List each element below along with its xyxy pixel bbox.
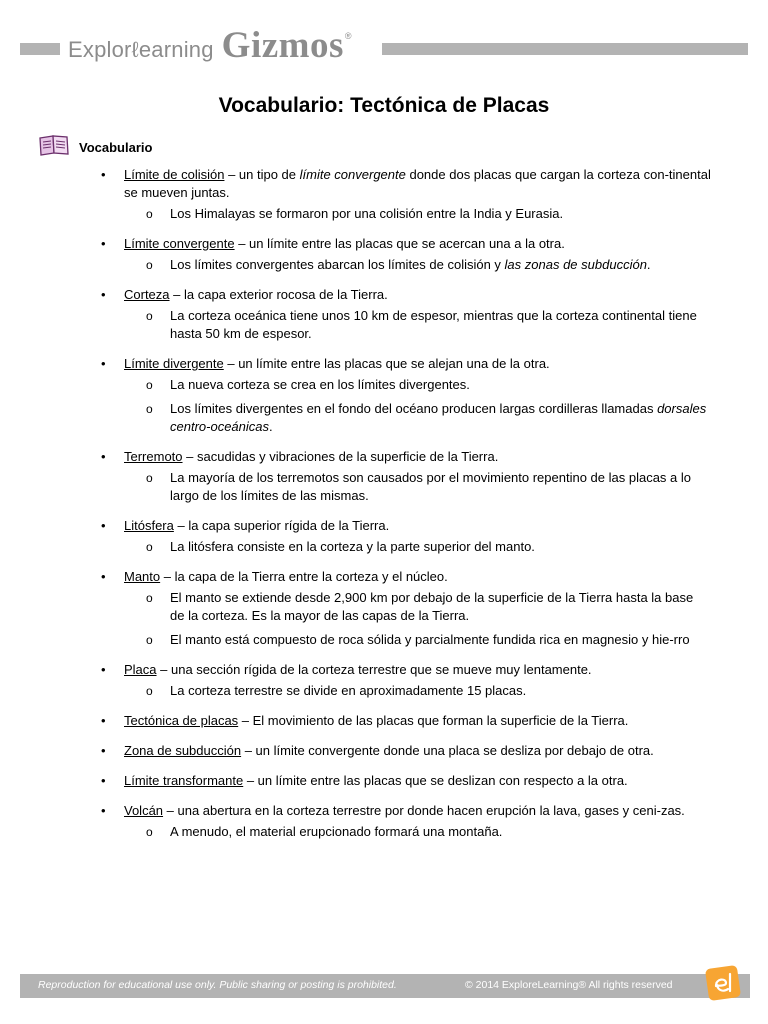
example-text: Los Himalayas se formaron por una colisión entre la India y Eurasia. bbox=[170, 206, 564, 221]
example-text: La litósfera consiste en la corteza y la parte superior del manto. bbox=[170, 539, 535, 554]
example-sentence bbox=[170, 256, 710, 274]
sub-bullet-marker: o bbox=[146, 258, 153, 272]
term-definition bbox=[124, 712, 712, 730]
example-sentence bbox=[170, 205, 710, 223]
sub-bullet-marker: o bbox=[146, 684, 153, 698]
example-list bbox=[0, 589, 768, 649]
example-text: La nueva corteza se crea en los límites divergentes. bbox=[170, 377, 470, 392]
example-text: A menudo, el material erupcionado formará una montaña. bbox=[170, 824, 503, 839]
section-header bbox=[38, 134, 152, 161]
example-sentence bbox=[170, 538, 710, 556]
example-sentence bbox=[170, 631, 710, 649]
sub-bullet-marker: o bbox=[146, 471, 153, 485]
example-item bbox=[0, 469, 768, 505]
term-definition bbox=[124, 235, 712, 253]
term-name: Límite convergente bbox=[124, 236, 235, 251]
sub-bullet-marker: o bbox=[146, 591, 153, 605]
term-definition bbox=[124, 568, 712, 586]
example-text: . bbox=[646, 257, 651, 272]
term-definition bbox=[124, 517, 712, 535]
example-list bbox=[0, 823, 768, 841]
vocab-term bbox=[0, 448, 768, 505]
example-item bbox=[0, 307, 768, 343]
example-list bbox=[0, 538, 768, 556]
bullet-marker: • bbox=[101, 662, 106, 677]
bullet-marker: • bbox=[101, 773, 106, 788]
term-name: Zona de subducción bbox=[124, 743, 242, 758]
example-item bbox=[0, 256, 768, 274]
example-sentence bbox=[170, 823, 710, 841]
bullet-marker: • bbox=[101, 449, 106, 464]
example-sentence bbox=[170, 469, 710, 505]
definition-emphasis: límite convergente bbox=[299, 167, 406, 182]
example-item bbox=[0, 682, 768, 700]
example-emphasis: las zonas de subducción bbox=[504, 257, 647, 272]
term-name: Manto bbox=[124, 569, 161, 584]
example-text: . bbox=[269, 419, 273, 434]
example-text: La corteza oceánica tiene unos 10 km de espesor, mientras que la corteza continental tiene hasta 50 km de espesor. bbox=[170, 308, 697, 341]
term-definition bbox=[124, 286, 712, 304]
sub-bullet-marker: o bbox=[146, 402, 153, 416]
definition-text: – un tipo de bbox=[224, 167, 300, 182]
example-item bbox=[0, 376, 768, 394]
explorelearning-logo-icon bbox=[704, 964, 742, 1002]
term-definition bbox=[124, 355, 712, 373]
example-list bbox=[0, 469, 768, 505]
bullet-marker: • bbox=[101, 713, 106, 728]
vocab-term bbox=[0, 355, 768, 436]
example-list bbox=[0, 682, 768, 700]
book-icon bbox=[38, 134, 70, 161]
term-definition bbox=[124, 742, 712, 760]
definition-text: – la capa exterior rocosa de la Tierra. bbox=[169, 287, 388, 302]
example-sentence bbox=[170, 376, 710, 394]
example-sentence bbox=[170, 400, 710, 436]
bullet-marker: • bbox=[101, 569, 106, 584]
example-sentence bbox=[170, 682, 710, 700]
footer-notice: Reproduction for educational use only. Public sharing or posting is prohibited. bbox=[38, 979, 397, 991]
term-definition bbox=[124, 661, 712, 679]
bullet-marker: • bbox=[101, 287, 106, 302]
sub-bullet-marker: o bbox=[146, 378, 153, 392]
vocab-term bbox=[0, 235, 768, 274]
vocab-term bbox=[0, 517, 768, 556]
example-list bbox=[0, 376, 768, 436]
vocab-term bbox=[0, 802, 768, 841]
example-list bbox=[0, 205, 768, 223]
bullet-marker: • bbox=[101, 743, 106, 758]
brand-logo bbox=[68, 24, 352, 68]
example-list bbox=[0, 256, 768, 274]
term-definition bbox=[124, 166, 712, 202]
vocab-term bbox=[0, 166, 768, 223]
definition-text: – la capa superior rígida de la Tierra. bbox=[173, 518, 390, 533]
bullet-marker: • bbox=[101, 518, 106, 533]
definition-text: – sacudidas y vibraciones de la superficie de la Tierra. bbox=[182, 449, 499, 464]
definition-text: – una sección rígida de la corteza terrestre que se mueve muy lentamente. bbox=[156, 662, 592, 677]
brand-gizmos: Gizmos bbox=[221, 25, 344, 66]
term-name: Límite de colisión bbox=[124, 167, 225, 182]
term-definition bbox=[124, 772, 712, 790]
example-text: Los límites divergentes en el fondo del océano producen largas cordilleras llamadas bbox=[170, 401, 658, 416]
vocab-term bbox=[0, 712, 768, 730]
example-emphasis: dorsales centro-oceánicas bbox=[170, 401, 707, 434]
footer-copyright: © 2014 ExploreLearning® All rights reserved bbox=[465, 979, 673, 991]
example-text: La corteza terrestre se divide en aproximadamente 15 placas. bbox=[170, 683, 527, 698]
definition-text: donde dos placas que cargan la corteza con-tinental se mueven juntas. bbox=[124, 167, 711, 200]
example-item bbox=[0, 205, 768, 223]
term-definition bbox=[124, 802, 712, 820]
example-text: Los límites convergentes abarcan los límites de colisión y bbox=[170, 257, 505, 272]
example-text: El manto se extiende desde 2,900 km por debajo de la superficie de la Tierra hasta la base de la corteza. Es la mayor de las capas de la Tierra. bbox=[170, 590, 694, 623]
page-title: Vocabulario: Tectónica de Placas bbox=[218, 94, 550, 117]
example-sentence bbox=[170, 589, 710, 625]
example-text: El manto está compuesto de roca sólida y parcialmente fundida rica en magnesio y hie-rro bbox=[170, 632, 690, 647]
term-name: Corteza bbox=[124, 287, 170, 302]
example-list bbox=[0, 307, 768, 343]
term-name: Litósfera bbox=[124, 518, 174, 533]
section-label: Vocabulario bbox=[79, 140, 153, 155]
brand-registered: ® bbox=[344, 31, 352, 41]
bullet-marker: • bbox=[101, 356, 106, 371]
header-bar-right bbox=[382, 43, 748, 55]
sub-bullet-marker: o bbox=[146, 825, 153, 839]
example-text: La mayoría de los terremotos son causados por el movimiento repentino de las placas a lo largo de los límites de las mismas. bbox=[170, 470, 692, 503]
example-sentence bbox=[170, 307, 710, 343]
sub-bullet-marker: o bbox=[146, 540, 153, 554]
vocab-term bbox=[0, 661, 768, 700]
example-item bbox=[0, 823, 768, 841]
definition-text: – un límite entre las placas que se deslizan con respecto a la otra. bbox=[243, 773, 628, 788]
definition-text: – un límite entre las placas que se alejan una de la otra. bbox=[223, 356, 550, 371]
vocab-term bbox=[0, 568, 768, 649]
definition-text: – un límite convergente donde una placa se desliza por debajo de otra. bbox=[241, 743, 654, 758]
sub-bullet-marker: o bbox=[146, 309, 153, 323]
example-item bbox=[0, 631, 768, 649]
definition-text: – una abertura en la corteza terrestre por donde hacen erupción la lava, gases y ceni-zas. bbox=[163, 803, 685, 818]
term-name: Placa bbox=[124, 662, 157, 677]
bullet-marker: • bbox=[101, 236, 106, 251]
bullet-marker: • bbox=[101, 167, 106, 182]
bullet-marker: • bbox=[101, 803, 106, 818]
term-name: Límite divergente bbox=[124, 356, 224, 371]
term-name: Terremoto bbox=[124, 449, 183, 464]
term-name: Volcán bbox=[124, 803, 164, 818]
brand-explorelearning: Explorℓearning bbox=[68, 37, 214, 62]
example-item bbox=[0, 400, 768, 436]
definition-text: – la capa de la Tierra entre la corteza y el núcleo. bbox=[160, 569, 448, 584]
term-name: Tectónica de placas bbox=[124, 713, 239, 728]
example-item bbox=[0, 589, 768, 625]
vocabulary-list bbox=[0, 166, 768, 853]
vocab-term bbox=[0, 286, 768, 343]
footer-bar bbox=[20, 974, 750, 998]
term-definition bbox=[124, 448, 712, 466]
vocab-term bbox=[0, 742, 768, 760]
term-name: Límite transformante bbox=[124, 773, 244, 788]
example-item bbox=[0, 538, 768, 556]
sub-bullet-marker: o bbox=[146, 633, 153, 647]
sub-bullet-marker: o bbox=[146, 207, 153, 221]
definition-text: – El movimiento de las placas que forman la superficie de la Tierra. bbox=[238, 713, 629, 728]
header-bar-left bbox=[20, 43, 60, 55]
vocab-term bbox=[0, 772, 768, 790]
definition-text: – un límite entre las placas que se acercan una a la otra. bbox=[234, 236, 565, 251]
